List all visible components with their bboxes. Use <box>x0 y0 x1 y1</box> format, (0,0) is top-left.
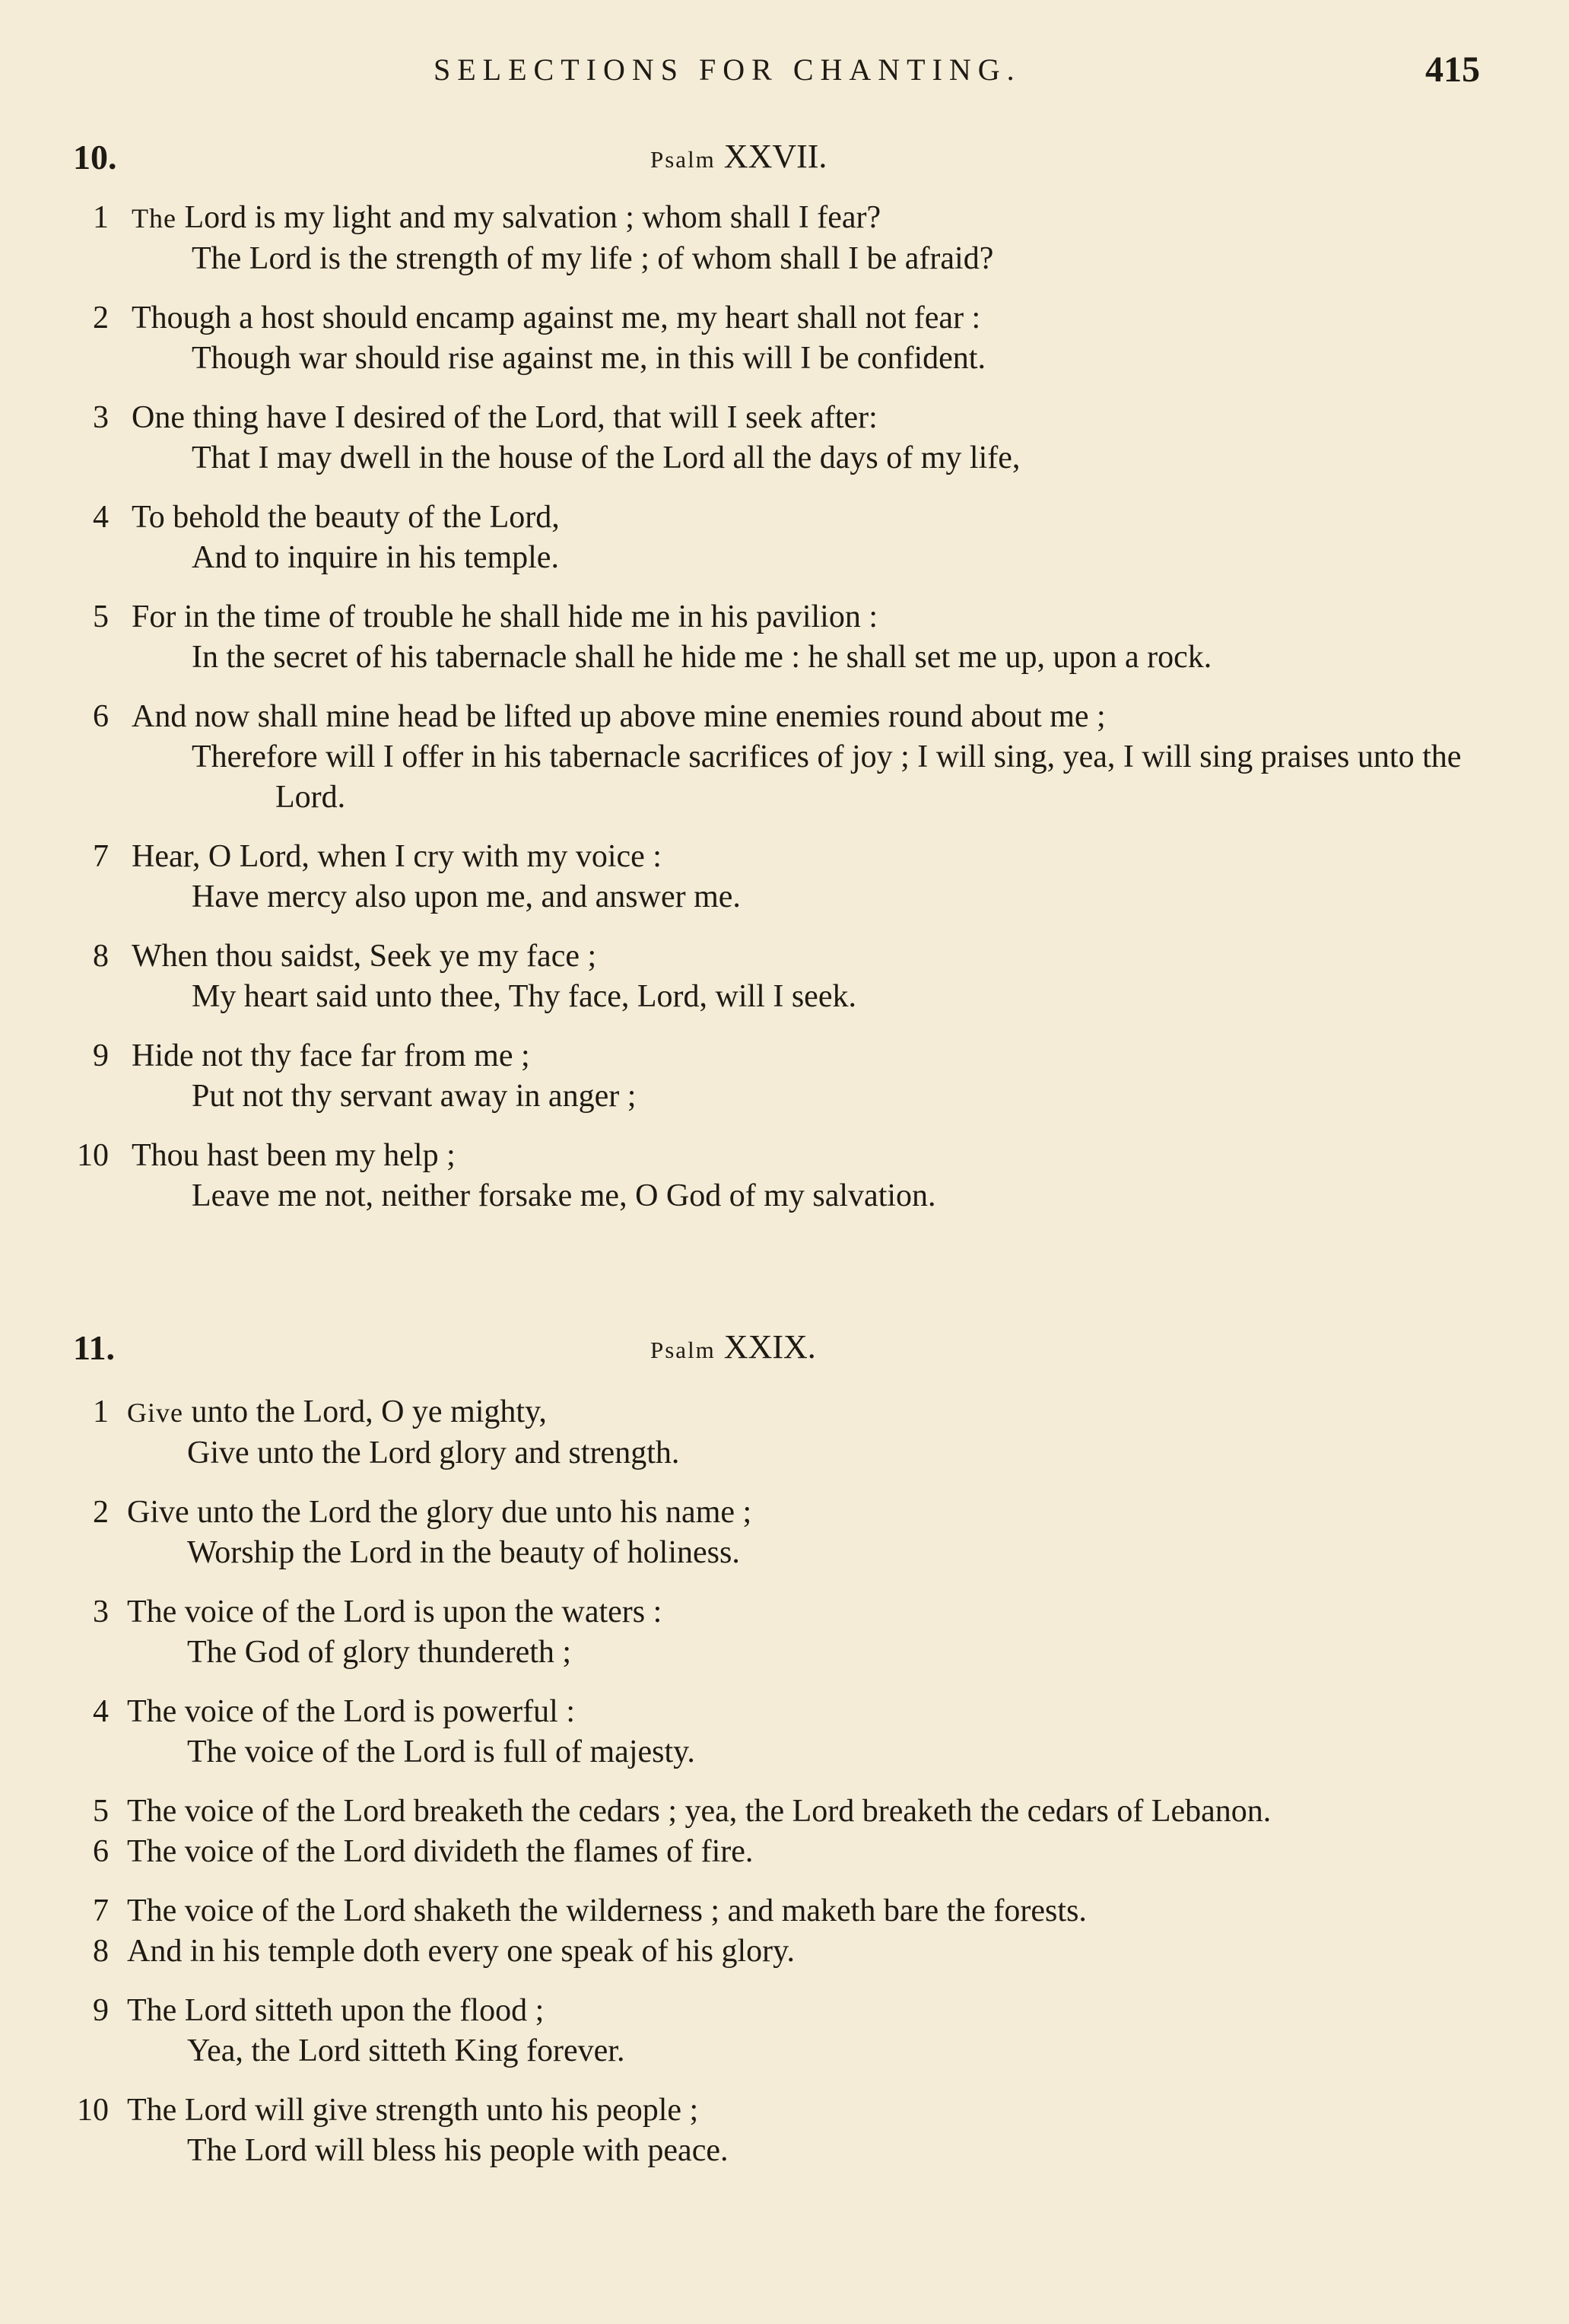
verse-line-1: The voice of the Lord divideth the flames of fire. <box>127 1834 754 1869</box>
verse-line-2: Put not thy servant away in anger ; <box>192 1079 637 1114</box>
verse-number: 3 <box>93 400 109 435</box>
verse-1 <box>0 198 1569 279</box>
verse-line-2: Leave me not, neither forsake me, O God of my salvation. <box>192 1178 936 1213</box>
verse-7 <box>0 1891 1569 1931</box>
verse-line-2: Yea, the Lord sitteth King forever. <box>187 2033 625 2068</box>
verse-8 <box>0 1931 1569 1972</box>
psalm-title-prefix: Psalm <box>650 146 716 173</box>
psalm-title <box>650 137 827 176</box>
verse-number: 1 <box>93 200 109 235</box>
verse-line-1: Hide not thy face far from me ; <box>132 1038 530 1073</box>
verse-line-2: Have mercy also upon me, and answer me. <box>192 879 741 914</box>
verse-number: 10 <box>77 1138 109 1173</box>
psalm-29-heading <box>0 1327 1569 1392</box>
verse-line-1: The voice of the Lord is upon the waters : <box>127 1594 662 1629</box>
verse-line-2: Though war should rise against me, in this will I be confident. <box>192 341 986 376</box>
psalm-title-numeral: XXIX. <box>723 1328 816 1365</box>
psalm-27-section <box>0 137 1569 1235</box>
verse-line-2: Give unto the Lord glory and strength. <box>187 1435 680 1470</box>
verse-line-1: Though a host should encamp against me, my heart shall not fear : <box>132 300 981 335</box>
page-header <box>0 49 1569 94</box>
selection-number: 10. <box>73 138 117 176</box>
verse-line-2: My heart said unto thee, Thy face, Lord, will I seek. <box>192 979 856 1014</box>
verse-line-1-text: Lord is my light and my salvation ; whom shall I fear? <box>184 200 881 235</box>
verse-line-1: For in the time of trouble he shall hide me in his pavilion : <box>132 599 878 634</box>
verse-number: 10 <box>77 2093 109 2128</box>
psalm-title <box>650 1327 816 1366</box>
verse-5 <box>0 597 1569 678</box>
verse-line-2: And to inquire in his temple. <box>192 540 559 575</box>
verse-line-1: And now shall mine head be lifted up above mine enemies round about me ; <box>132 699 1106 734</box>
verse-number: 6 <box>93 699 109 734</box>
verse-line-2: The God of glory thundereth ; <box>187 1635 572 1670</box>
verse-6 <box>0 697 1569 818</box>
verse-line-1: When thou saidst, Seek ye my face ; <box>132 939 597 974</box>
psalm-27-heading <box>0 137 1569 198</box>
verse-3 <box>0 398 1569 478</box>
verse-number: 2 <box>93 1495 109 1530</box>
verse-line-1 <box>132 198 1501 239</box>
psalm-title-prefix: Psalm <box>650 1337 716 1363</box>
verse-line-2: Therefore will I offer in his tabernacle sacrifices of joy ; I will sing, yea, I will sing praises unto the Lord. <box>192 739 1462 815</box>
verse-line-1: The Lord sitteth upon the flood ; <box>127 1993 545 2028</box>
verse-list <box>0 1392 1569 2171</box>
verse-7 <box>0 837 1569 917</box>
verse-6 <box>0 1832 1569 1872</box>
verse-line-1: Give unto the Lord the glory due unto his name ; <box>127 1495 752 1530</box>
verse-number: 6 <box>93 1834 109 1869</box>
verse-number: 1 <box>93 1394 109 1429</box>
verse-3 <box>0 1592 1569 1673</box>
running-title: SELECTIONS FOR CHANTING. <box>434 52 1021 87</box>
verse-9 <box>0 1991 1569 2071</box>
verse-line-2: Worship the Lord in the beauty of holiness. <box>187 1535 740 1570</box>
verse-line-2: The Lord is the strength of my life ; of whom shall I be afraid? <box>192 241 994 276</box>
verse-line-1: The voice of the Lord is powerful : <box>127 1694 575 1729</box>
verse-number: 9 <box>93 1993 109 2028</box>
verse-line-1 <box>127 1392 1496 1433</box>
psalm-29-section <box>0 1327 1569 2190</box>
verse-line-2: That I may dwell in the house of the Lord all the days of my life, <box>192 440 1021 475</box>
verse-number: 4 <box>93 500 109 535</box>
verse-number: 2 <box>93 300 109 335</box>
verse-line-1: To behold the beauty of the Lord, <box>132 500 560 535</box>
verse-line-2: In the secret of his tabernacle shall he hide me : he shall set me up, upon a rock. <box>192 640 1212 675</box>
verse-line-1: The voice of the Lord breaketh the cedars ; yea, the Lord breaketh the cedars of Lebanon. <box>127 1794 1272 1829</box>
verse-number: 5 <box>93 599 109 634</box>
verse-lead-word: The <box>132 203 176 234</box>
verse-1 <box>0 1392 1569 1474</box>
verse-line-1: Thou hast been my help ; <box>132 1138 456 1173</box>
verse-line-1-text: unto the Lord, O ye mighty, <box>191 1394 547 1429</box>
verse-10 <box>0 1136 1569 1216</box>
verse-line-1: One thing have I desired of the Lord, that will I seek after: <box>132 400 878 435</box>
verse-4 <box>0 1692 1569 1772</box>
psalm-title-numeral: XXVII. <box>723 138 827 175</box>
verse-2 <box>0 298 1569 379</box>
verse-5 <box>0 1791 1569 1832</box>
verse-number: 4 <box>93 1694 109 1729</box>
verse-line-1: The voice of the Lord shaketh the wilderness ; and maketh bare the forests. <box>127 1893 1087 1928</box>
verse-number: 5 <box>93 1794 109 1829</box>
selection-number: 11. <box>73 1328 115 1367</box>
verse-4 <box>0 498 1569 578</box>
verse-list <box>0 198 1569 1216</box>
verse-number: 8 <box>93 1934 109 1969</box>
verse-number: 7 <box>93 839 109 874</box>
verse-line-1: The Lord will give strength unto his people ; <box>127 2093 699 2128</box>
page-number: 415 <box>1425 49 1480 90</box>
verse-lead-word: Give <box>127 1397 183 1428</box>
verse-9 <box>0 1036 1569 1117</box>
verse-line-1: Hear, O Lord, when I cry with my voice : <box>132 839 662 874</box>
verse-line-2: The voice of the Lord is full of majesty. <box>187 1734 695 1769</box>
verse-8 <box>0 936 1569 1017</box>
verse-line-1: And in his temple doth every one speak of his glory. <box>127 1934 795 1969</box>
verse-line-2: The Lord will bless his people with peace. <box>187 2133 729 2168</box>
verse-2 <box>0 1493 1569 1573</box>
verse-number: 9 <box>93 1038 109 1073</box>
verse-10 <box>0 2090 1569 2171</box>
verse-number: 8 <box>93 939 109 974</box>
verse-number: 3 <box>93 1594 109 1629</box>
verse-number: 7 <box>93 1893 109 1928</box>
